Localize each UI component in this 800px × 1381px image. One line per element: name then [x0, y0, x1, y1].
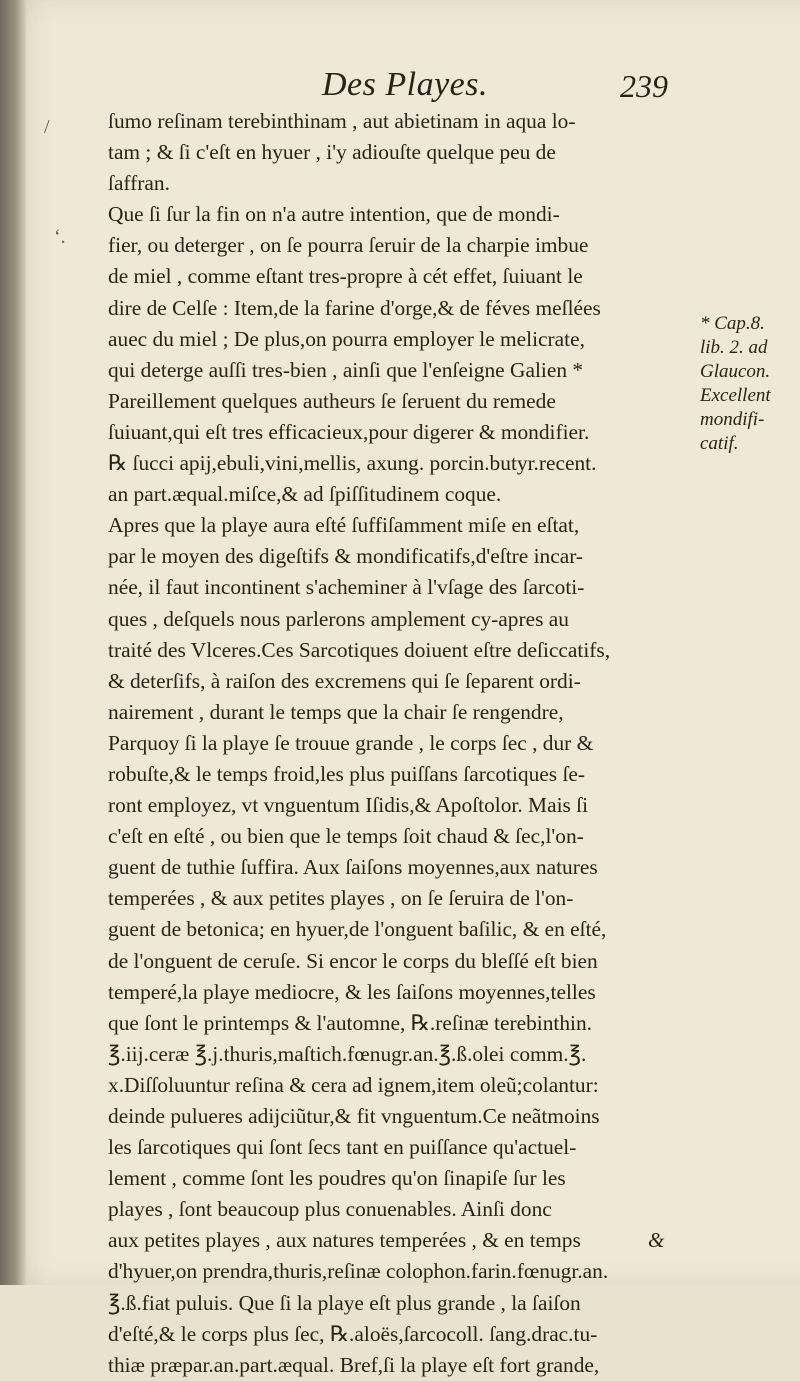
text-line: traité des Vlceres.Ces Sarcotiques doiuent eſtre deſiccatifs, — [108, 637, 611, 662]
text-line: c'eſt en eſté , ou bien que le temps ſoit chaud & ſec,l'on- — [108, 824, 584, 849]
text-line: de l'onguent de ceruſe. Si encor le corps du bleſſé eſt bien — [108, 948, 598, 973]
text-line: lement , comme ſont les poudres qu'on ſinapiſe ſur les — [108, 1166, 566, 1191]
margin-note-line: lib. 2. ad — [700, 337, 768, 358]
text-line: ℥.iij.ceræ ℥.j.thuris,maſtich.fœnugr.an.℥.ß.olei comm.℥. — [108, 1041, 587, 1066]
book-binding-edge — [0, 0, 26, 1285]
page-header — [0, 66, 800, 110]
margin-tick-mark: ‘. — [54, 226, 66, 248]
text-line: Parquoy ſi la playe ſe trouue grande , le corps ſec , dur & — [108, 730, 594, 755]
text-line: ℥.ß.fiat puluis. Que ſi la playe eſt plus grande , la ſaiſon — [108, 1290, 581, 1315]
text-line: que ſont le printemps & l'automne, ℞.reſinæ terebinthin. — [108, 1010, 593, 1035]
text-line: & deterſifs, à raiſon des excremens qui ſe ſeparent ordi- — [108, 668, 581, 693]
text-line: Que ſi ſur la fin on n'a autre intention, que de mondi- — [108, 202, 560, 227]
margin-tick-mark: / — [44, 116, 50, 138]
text-line: thiæ præpar.an.part.æqual. Bref,ſi la playe eſt fort grande, — [108, 1352, 600, 1377]
catchword: & — [648, 1228, 665, 1252]
text-line: les ſarcotiques qui ſont ſecs tant en puiſſance qu'actuel- — [108, 1135, 577, 1160]
margin-note-line: catif. — [700, 433, 739, 454]
text-line: ques , deſquels nous parlerons amplement cy-apres au — [108, 606, 569, 631]
text-line: nairement , durant le temps que la chair ſe rengendre, — [108, 699, 564, 724]
text-line: robuſte,& le temps froid,les plus puiſſans ſarcotiques ſe- — [108, 761, 586, 786]
text-line: an part.æqual.miſce,& ad ſpiſſitudinem coque. — [108, 482, 502, 507]
page-number: 239 — [620, 68, 668, 104]
text-line: ront employez, vt vnguentum Iſidis,& Apoſtolor. Mais ſi — [108, 793, 589, 818]
text-line: deinde pulueres adijciũtur,& fit vnguentum.Ce neãtmoins — [108, 1104, 600, 1128]
text-line: fier, ou deterger , on ſe pourra ſeruir de la charpie imbue — [108, 233, 589, 258]
text-line: dire de Celſe : Item,de la farine d'orge,& de féves meſlées — [108, 295, 601, 320]
text-line: temperées , & aux petites playes , on ſe ſeruira de l'on- — [108, 886, 574, 911]
text-line: playes , ſont beaucoup plus conuenables. Ainſi donc — [108, 1197, 552, 1222]
text-line: temperé,la playe mediocre, & les ſaiſons moyennes,telles — [108, 979, 596, 1004]
text-line: x.Diſſoluuntur reſina & cera ad ignem,item oleũ;colantur: — [108, 1072, 599, 1097]
margin-note-line: mondifi- — [700, 409, 765, 430]
margin-note-line: Excellent — [700, 385, 771, 406]
text-line: Pareillement quelques autheurs ſe ſeruent du remede — [108, 388, 556, 413]
text-line: ℞ ſucci apij,ebuli,vini,mellis, axung. porcin.butyr.recent. — [108, 451, 597, 476]
margin-note-line: * Cap.8. — [700, 313, 765, 334]
text-line: par le moyen des digeſtifs & mondificatifs,d'eſtre incar- — [108, 544, 584, 569]
text-line: Apres que la playe aura eſté ſuffiſamment miſe en eſtat, — [108, 513, 580, 538]
text-line: guent de tuthie ſuffira. Aux ſaiſons moyennes,aux natures — [108, 855, 598, 880]
margin-note — [700, 312, 796, 456]
text-line: qui deterge auſſi tres-bien , ainſi que l'enſeigne Galien * — [108, 357, 584, 382]
text-line: ſaffran. — [108, 171, 170, 196]
margin-note-line: Glaucon. — [700, 361, 771, 382]
text-line: aux petites playes , aux natures temperées , & en temps — [108, 1228, 581, 1253]
body-text — [108, 106, 680, 1381]
running-head: Des Playes. — [322, 66, 489, 103]
text-line: d'hyuer,on prendra,thuris,reſinæ colophon.farin.fœnugr.an. — [108, 1259, 609, 1284]
text-line: ſumo reſinam terebinthinam , aut abietinam in aqua lo- — [108, 109, 576, 133]
text-line: née, il faut incontinent s'acheminer à l'vſage des ſarcoti- — [108, 575, 585, 600]
text-line: tam ; & ſi c'eſt en hyuer , i'y adiouſte quelque peu de — [108, 140, 556, 165]
text-line: ſuiuant,qui eſt tres efficacieux,pour digerer & mondifier. — [108, 419, 590, 444]
text-line: d'eſté,& le corps plus ſec, ℞.aloës,ſarcocoll. ſang.drac.tu- — [108, 1321, 598, 1346]
text-line: de miel , comme eſtant tres-propre à cét effet, ſuiuant le — [108, 264, 583, 289]
text-line: auec du miel ; De plus,on pourra employer le melicrate, — [108, 326, 585, 351]
text-line: guent de betonica; en hyuer,de l'onguent baſilic, & en eſté, — [108, 917, 607, 942]
